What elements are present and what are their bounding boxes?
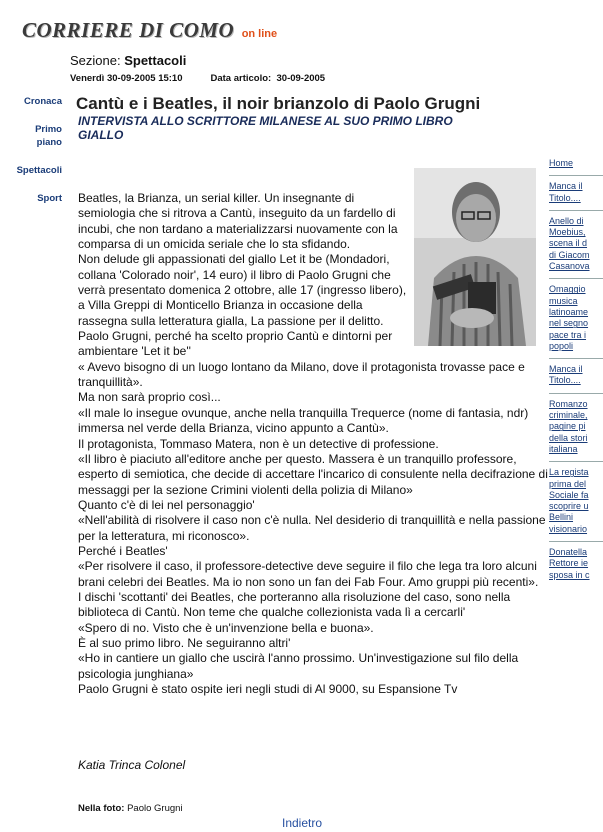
link-divider — [549, 278, 603, 279]
related-link-line: La regista — [549, 467, 589, 478]
site-logo[interactable] — [22, 18, 277, 43]
photo-caption — [78, 803, 183, 814]
related-link-line: visionario — [549, 523, 588, 534]
link-divider — [549, 358, 603, 359]
article-paragraph: I dischi 'scottanti' dei Beatles, che porteranno alla risoluzione del caso, sono nella biblioteca di Cantù. Non teme che qualche collezionista vada lì a cercarli' — [78, 589, 511, 620]
section-line — [70, 53, 186, 68]
nav-item-sport[interactable]: Sport — [37, 193, 62, 204]
article-paragraph: «Nell'abilità di risolvere il caso non c'è nulla. Nel desiderio di tranquillità e nella passione per la letteratura, mi riconosco». — [78, 513, 546, 543]
related-link[interactable] — [549, 399, 603, 455]
article-paragraph: Beatles, la Brianza, un serial killer. Un insegnante di semiologia che si ritrova a Cantù, inseguito da un fardello di incubi, che non tardano a materializzarsi nuovamente con la comparsa di un omicida seriale che lo sta sfidando. — [78, 191, 398, 252]
section-nav — [0, 95, 62, 205]
logo-subtitle: on line — [241, 28, 278, 40]
caption-label: Nella foto: — [78, 803, 125, 814]
related-link[interactable] — [549, 364, 603, 387]
article-date: 30-09-2005 — [276, 73, 326, 84]
article-paragraph: «Il libro è piaciuto all'editore anche per questo. Massera è un tranquillo professore, esperto di semiotica, che decide di accettare l'incarico di consulente nella decifrazione di messaggi per la sezione Crimini violenti della polizia di Milano» — [78, 451, 548, 497]
related-link-line: Manca il — [549, 181, 583, 192]
back-link[interactable]: Indietro — [282, 816, 323, 830]
related-link-line: pagine pi — [549, 421, 586, 432]
article-date-label: Data articolo: — [210, 73, 272, 84]
link-divider — [549, 393, 603, 394]
related-link[interactable] — [549, 547, 603, 581]
related-link-line: Rettore ie — [549, 558, 589, 569]
article-paragraph: Quanto c'è di lei nel personaggio' — [78, 497, 255, 512]
article-paragraph: Paolo Grugni è stato ospite ieri negli studi di Al 9000, su Espansione Tv — [78, 682, 458, 696]
article-paragraph: «Spero di no. Visto che è un'invenzione bella e buona». — [78, 620, 374, 635]
related-link-line: Omaggio — [549, 284, 586, 295]
related-link-line: italiana — [549, 443, 578, 454]
related-link-line: scena il d — [549, 238, 588, 249]
nav-item-spettacoli[interactable]: Spettacoli — [16, 165, 62, 176]
related-link-line: Manca il — [549, 364, 583, 375]
related-link-line: nel segno — [549, 318, 589, 329]
link-divider — [549, 461, 603, 462]
nav-item-cronaca[interactable]: Cronaca — [23, 96, 62, 107]
related-link[interactable] — [549, 467, 603, 535]
related-link-line: di Giacom — [549, 249, 590, 260]
related-link-line: pace tra i — [549, 329, 587, 340]
article-paragraph: « Avevo bisogno di un luogo lontano da Milano, dove il protagonista trovasse pace e tranquillità». — [78, 359, 525, 390]
article-paragraph: Perché i Beatles' — [78, 543, 168, 558]
article-body — [78, 191, 548, 697]
related-link-line: popoli — [549, 340, 574, 351]
link-divider — [549, 541, 603, 542]
caption-text: Paolo Grugni — [127, 803, 183, 814]
article-paragraph: È al suo primo libro. Ne seguiranno altri' — [78, 635, 291, 650]
article-paragraph: «Il male lo insegue ovunque, anche nella tranquilla Trequerce (nome di fantasia, ndr) immersa nel verde della Brianza, vicino appunto a Cantù». — [78, 405, 529, 436]
link-divider — [549, 210, 603, 211]
nav-item-primo-piano[interactable]: Primo piano — [35, 124, 62, 148]
related-link-line: Romanzo — [549, 398, 588, 409]
related-link-line: latinoame — [549, 306, 589, 317]
article-author: Katia Trinca Colonel — [78, 758, 186, 772]
related-links — [549, 158, 603, 581]
related-link-line: della stori — [549, 432, 588, 443]
article-paragraph: Non delude gli appassionati del giallo Let it be (Mondadori, collana 'Colorado noir', 14 euro) il libro di Paolo Grugni che verrà presentato domenica 2 ottobre, alle 17 (ingresso libero), a Villa Greppi di Monticello Brianza in occasione della rassegna sulla letteratura gialla, La passione per il delitto. — [78, 252, 407, 328]
related-link-line: Titolo.... — [549, 375, 581, 386]
related-link[interactable] — [549, 216, 603, 272]
related-link-line: Bellini — [549, 512, 574, 523]
related-link-line: criminale, — [549, 410, 588, 421]
logo-title: CORRIERE DI COMO — [22, 18, 235, 42]
article-paragraph: Ma non sarà proprio così... — [78, 390, 221, 405]
section-label: Sezione: — [70, 53, 121, 68]
related-link-line: musica — [549, 295, 578, 306]
related-link-line: Home — [549, 158, 574, 168]
link-divider — [549, 175, 603, 176]
article-subheadline: INTERVISTA ALLO SCRITTORE MILANESE AL SUO PRIMO LIBRO GIALLO — [78, 114, 453, 142]
related-link[interactable] — [549, 158, 603, 169]
related-link-line: Moebius, — [549, 227, 586, 238]
article-paragraph: Paolo Grugni, perché ha scelto proprio Cantù e dintorni per ambientare 'Let it be'' — [78, 329, 393, 359]
related-link-line: sposa in c — [549, 569, 590, 580]
related-link-line: Casanova — [549, 261, 590, 272]
publish-date: Venerdì 30-09-2005 15:10 — [70, 73, 183, 84]
article-headline: Cantù e i Beatles, il noir brianzolo di Paolo Grugni — [76, 94, 481, 113]
related-link-line: Donatella — [549, 547, 588, 558]
article-paragraph: Il protagonista, Tommaso Matera, non è un detective di professione. — [78, 436, 439, 451]
related-link[interactable] — [549, 284, 603, 352]
article-paragraph: «Per risolvere il caso, il professore-detective deve seguire il filo che lega tra loro alcuni brani celebri dei Beatles. Ma io non sono un fan dei Fab Four. Amo gruppi più recenti». — [78, 559, 539, 589]
related-link-line: Sociale fa — [549, 489, 589, 500]
related-link-line: Titolo.... — [549, 192, 581, 203]
article-paragraph: «Ho in cantiere un giallo che uscirà l'anno prossimo. Un'investigazione sul filo della psicologia junghiana» — [78, 651, 519, 681]
related-link[interactable] — [549, 181, 603, 204]
related-link-line: scoprire u — [549, 501, 589, 512]
date-line — [70, 73, 325, 84]
related-link-line: Anello di — [549, 215, 584, 226]
related-link-line: prima del — [549, 478, 587, 489]
section-value: Spettacoli — [124, 53, 187, 68]
